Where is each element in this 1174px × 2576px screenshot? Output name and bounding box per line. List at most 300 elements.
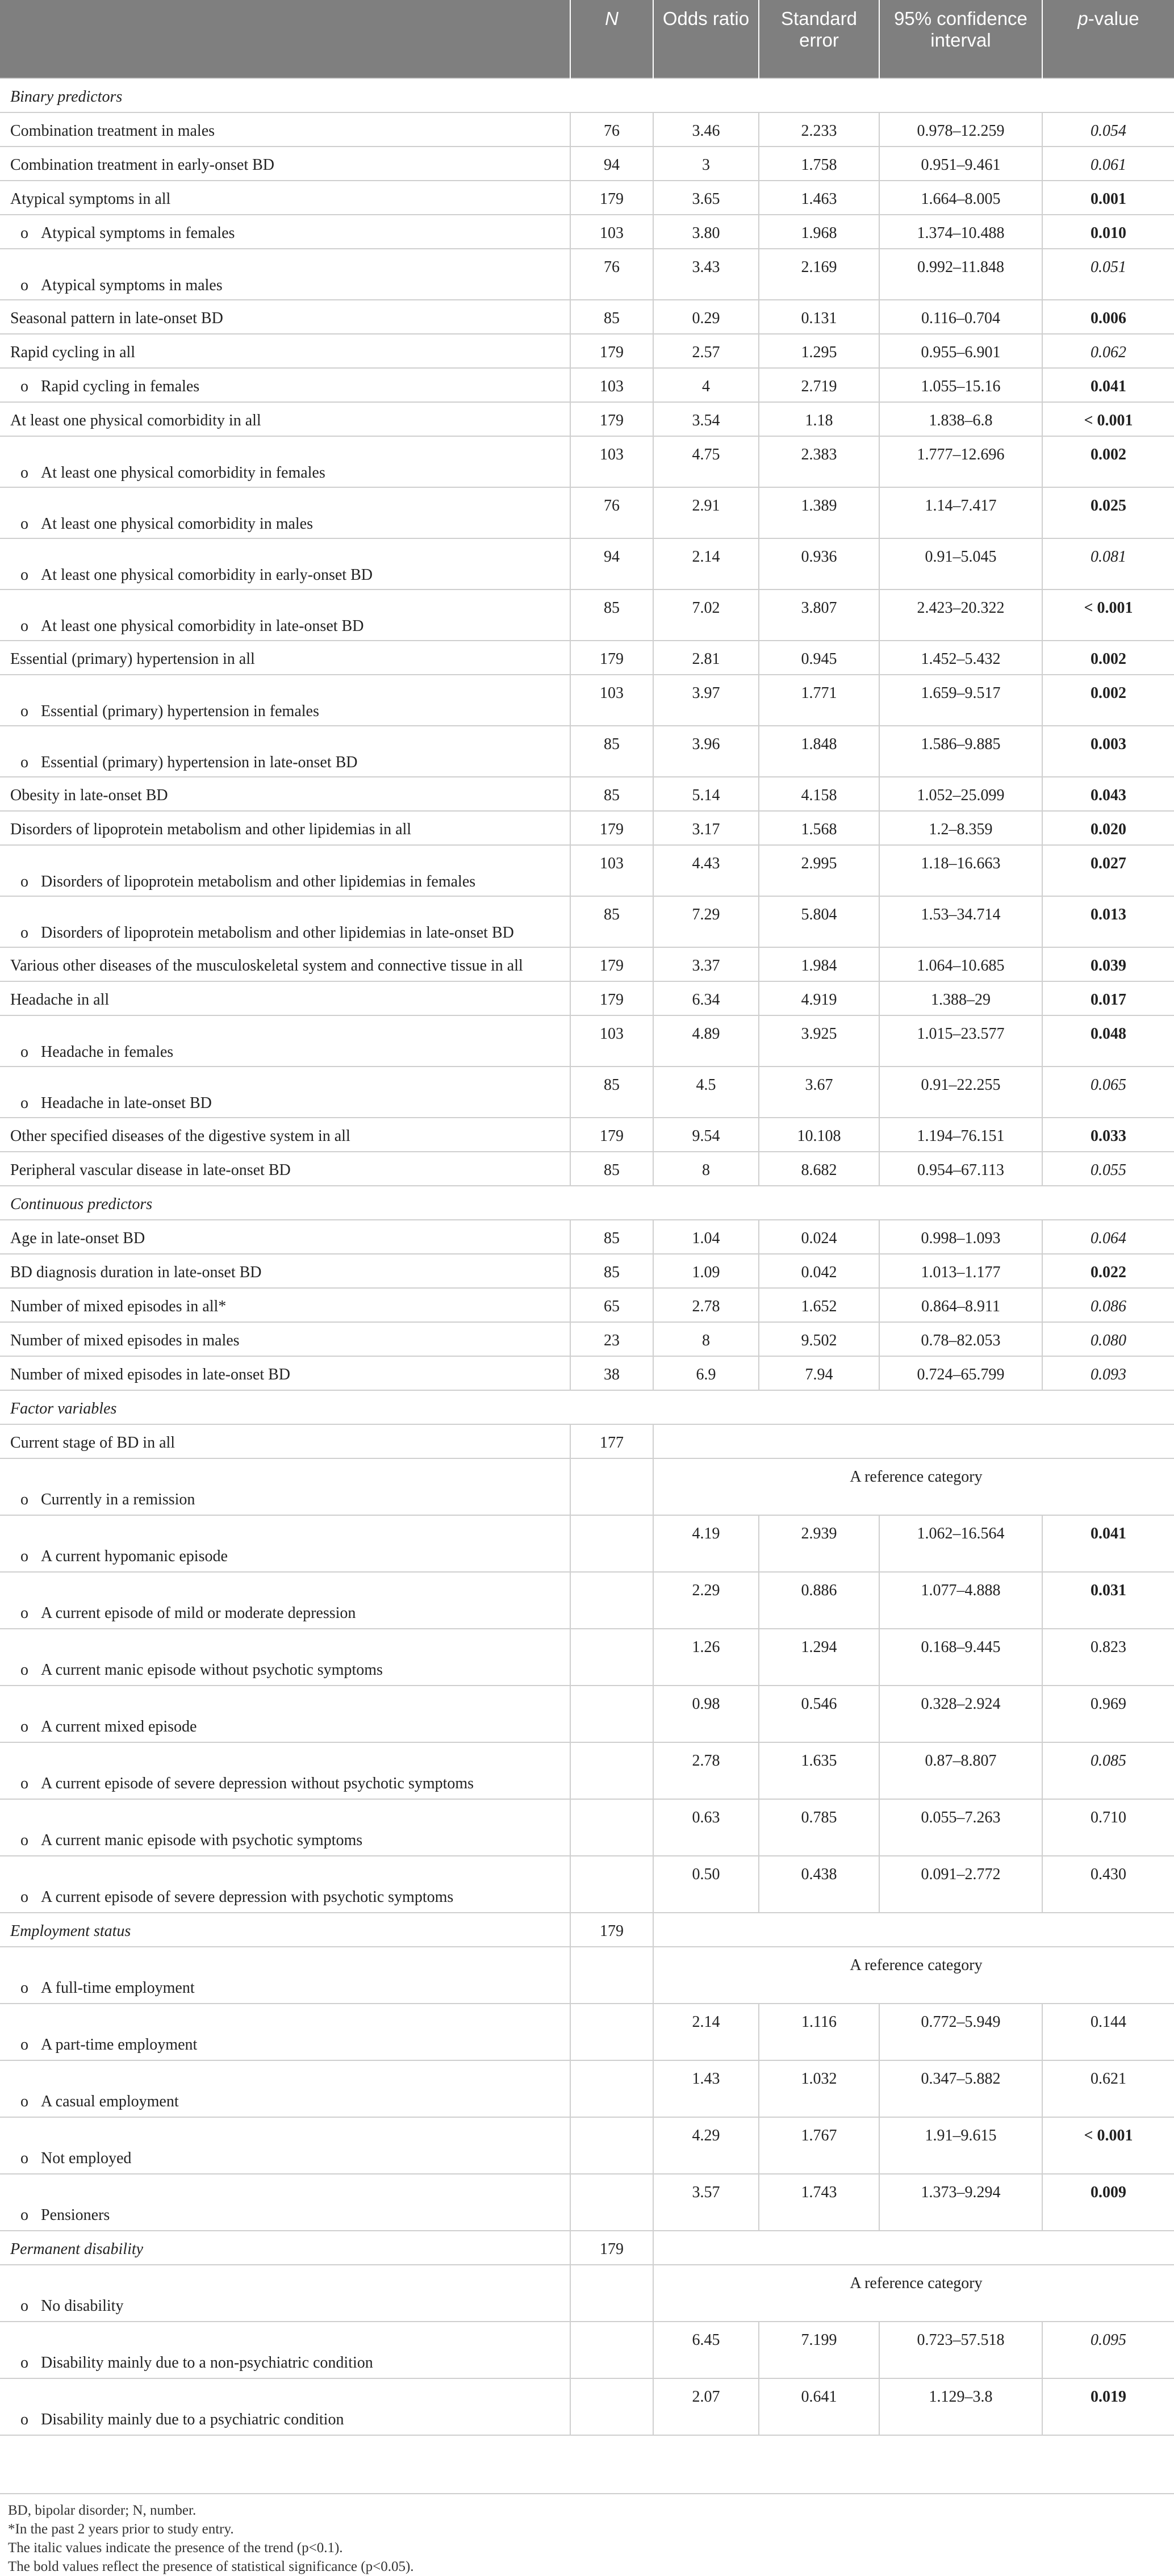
- row-label: [0, 1947, 570, 2004]
- section-title: Factor variables: [0, 1390, 1174, 1424]
- reference-category: A reference category: [653, 1458, 1174, 1515]
- cell-standard-error: 0.438: [759, 1856, 879, 1913]
- table-row: [0, 947, 1174, 981]
- cell-confidence-interval: 1.838–6.8: [879, 402, 1042, 436]
- row-label: [0, 981, 570, 1015]
- table-row: [0, 181, 1174, 215]
- table-row: [0, 1356, 1174, 1390]
- reference-category: A reference category: [653, 2265, 1174, 2322]
- row-label: [0, 1515, 570, 1572]
- row-label-text: o Headache in late-onset BD: [10, 1094, 212, 1112]
- header-standard-error: Standard error: [759, 0, 879, 78]
- cell-odds-ratio: 2.57: [653, 334, 759, 368]
- table-row: [0, 1629, 1174, 1686]
- empty-cell: [653, 1424, 1174, 1458]
- table-row: [0, 112, 1174, 147]
- cell-confidence-interval: 0.87–8.807: [879, 1742, 1042, 1799]
- cell-p-value: 0.003: [1042, 726, 1174, 777]
- cell-odds-ratio: 3.46: [653, 112, 759, 147]
- row-label: [0, 845, 570, 896]
- row-label: [0, 112, 570, 147]
- cell-standard-error: 0.024: [759, 1220, 879, 1254]
- cell-standard-error: 2.995: [759, 845, 879, 896]
- cell-p-value: 0.031: [1042, 1572, 1174, 1629]
- cell-standard-error: 1.848: [759, 726, 879, 777]
- table-row: [0, 981, 1174, 1015]
- cell-n: 94: [570, 147, 653, 181]
- header-p-value: [1042, 0, 1174, 78]
- cell-odds-ratio: 8: [653, 1322, 759, 1356]
- row-label-text: o Essential (primary) hypertension in late-onset BD: [10, 754, 358, 771]
- cell-n: 103: [570, 215, 653, 249]
- cell-odds-ratio: 6.34: [653, 981, 759, 1015]
- row-label: [0, 334, 570, 368]
- row-label-text: o At least one physical comorbidity in early-onset BD: [10, 566, 373, 584]
- table-row: [0, 147, 1174, 181]
- cell-n: 85: [570, 1067, 653, 1118]
- cell-odds-ratio: 0.63: [653, 1799, 759, 1856]
- table-row: [0, 300, 1174, 334]
- row-label: [0, 147, 570, 181]
- cell-standard-error: 1.635: [759, 1742, 879, 1799]
- table-row: [0, 249, 1174, 300]
- cell-p-value: 0.002: [1042, 436, 1174, 487]
- cell-n: 85: [570, 1152, 653, 1186]
- cell-confidence-interval: 0.772–5.949: [879, 2004, 1042, 2060]
- cell-p-value: 0.039: [1042, 947, 1174, 981]
- cell-confidence-interval: 0.91–5.045: [879, 538, 1042, 589]
- cell-p-value: < 0.001: [1042, 589, 1174, 641]
- table-row: [0, 1220, 1174, 1254]
- row-label-text: Age in late-onset BD: [10, 1230, 145, 1247]
- row-label-text: Number of mixed episodes in males: [10, 1332, 240, 1349]
- cell-confidence-interval: 0.091–2.772: [879, 1856, 1042, 1913]
- cell-standard-error: 1.652: [759, 1288, 879, 1322]
- table-row: [0, 436, 1174, 487]
- cell-confidence-interval: 1.374–10.488: [879, 215, 1042, 249]
- cell-odds-ratio: 4.75: [653, 436, 759, 487]
- row-label: [0, 1856, 570, 1913]
- table-row: [0, 1515, 1174, 1572]
- cell-odds-ratio: 7.02: [653, 589, 759, 641]
- table-row: [0, 896, 1174, 947]
- cell-confidence-interval: 2.423–20.322: [879, 589, 1042, 641]
- cell-standard-error: 7.199: [759, 2322, 879, 2378]
- cell-n: 179: [570, 1913, 653, 1947]
- row-label-text: Disorders of lipoprotein metabolism and other lipidemias in all: [10, 821, 412, 838]
- cell-p-value: 0.969: [1042, 1686, 1174, 1742]
- row-label-text: o A part-time employment: [10, 2036, 197, 2054]
- row-label-text: Headache in all: [10, 991, 110, 1009]
- header-n: [570, 0, 653, 78]
- row-label-text: Number of mixed episodes in all*: [10, 1298, 227, 1315]
- cell-p-value: 0.085: [1042, 1742, 1174, 1799]
- table-row: [0, 2004, 1174, 2060]
- cell-standard-error: 1.116: [759, 2004, 879, 2060]
- row-label-text: o Headache in females: [10, 1043, 173, 1061]
- group-row: [0, 2231, 1174, 2265]
- cell-p-value: 0.041: [1042, 1515, 1174, 1572]
- cell-standard-error: 0.641: [759, 2378, 879, 2435]
- cell-confidence-interval: 0.998–1.093: [879, 1220, 1042, 1254]
- row-label-text: Various other diseases of the musculoskeletal system and connective tissue in all: [10, 957, 523, 975]
- row-label: [0, 402, 570, 436]
- footnote-bold: The bold values reflect the presence of statistical significance (p<0.05).: [8, 2559, 414, 2574]
- cell-n: 85: [570, 589, 653, 641]
- row-label-text: o At least one physical comorbidity in males: [10, 515, 313, 533]
- cell-odds-ratio: 2.14: [653, 2004, 759, 2060]
- table-row: [0, 777, 1174, 811]
- cell-n: 23: [570, 1322, 653, 1356]
- cell-p-value: 0.823: [1042, 1629, 1174, 1686]
- cell-confidence-interval: 0.864–8.911: [879, 1288, 1042, 1322]
- cell-p-value: 0.043: [1042, 777, 1174, 811]
- cell-n: 179: [570, 811, 653, 845]
- cell-n: [570, 2060, 653, 2117]
- cell-standard-error: 7.94: [759, 1356, 879, 1390]
- cell-confidence-interval: 0.724–65.799: [879, 1356, 1042, 1390]
- row-label-text: o At least one physical comorbidity in females: [10, 464, 325, 482]
- cell-standard-error: 0.945: [759, 641, 879, 675]
- table-body: [0, 78, 1174, 2435]
- row-label: [0, 1067, 570, 1118]
- cell-p-value: 0.013: [1042, 896, 1174, 947]
- cell-standard-error: 2.233: [759, 112, 879, 147]
- row-label: [0, 1629, 570, 1686]
- cell-standard-error: 1.758: [759, 147, 879, 181]
- cell-standard-error: 2.383: [759, 436, 879, 487]
- cell-n: 38: [570, 1356, 653, 1390]
- cell-confidence-interval: 0.951–9.461: [879, 147, 1042, 181]
- row-label: [0, 1742, 570, 1799]
- row-label-text: o A current manic episode with psychotic symptoms: [10, 1831, 362, 1849]
- cell-n: 76: [570, 112, 653, 147]
- row-label-text: o Atypical symptoms in males: [10, 277, 223, 294]
- row-label-text: o A casual employment: [10, 2093, 179, 2110]
- cell-odds-ratio: 3: [653, 147, 759, 181]
- row-label-text: BD diagnosis duration in late-onset BD: [10, 1264, 262, 1281]
- row-label: [0, 436, 570, 487]
- cell-confidence-interval: 1.91–9.615: [879, 2117, 1042, 2174]
- cell-confidence-interval: 1.194–76.151: [879, 1118, 1042, 1152]
- cell-confidence-interval: 1.388–29: [879, 981, 1042, 1015]
- cell-standard-error: 0.936: [759, 538, 879, 589]
- cell-confidence-interval: 1.373–9.294: [879, 2174, 1042, 2231]
- cell-odds-ratio: 1.26: [653, 1629, 759, 1686]
- cell-p-value: 0.080: [1042, 1322, 1174, 1356]
- cell-n: 103: [570, 845, 653, 896]
- table-row: [0, 2174, 1174, 2231]
- cell-odds-ratio: 0.98: [653, 1686, 759, 1742]
- row-label-text: o Disability mainly due to a psychiatric condition: [10, 2411, 344, 2428]
- cell-n: [570, 2378, 653, 2435]
- cell-n: 103: [570, 368, 653, 402]
- cell-confidence-interval: 0.347–5.882: [879, 2060, 1042, 2117]
- cell-n: [570, 2322, 653, 2378]
- cell-p-value: 0.710: [1042, 1799, 1174, 1856]
- cell-confidence-interval: 1.586–9.885: [879, 726, 1042, 777]
- row-label: [0, 1254, 570, 1288]
- cell-p-value: 0.093: [1042, 1356, 1174, 1390]
- row-label: [0, 675, 570, 726]
- row-label: [0, 300, 570, 334]
- cell-n: 85: [570, 777, 653, 811]
- cell-n: 103: [570, 436, 653, 487]
- cell-confidence-interval: 0.168–9.445: [879, 1629, 1042, 1686]
- cell-p-value: 0.065: [1042, 1067, 1174, 1118]
- section-title: Binary predictors: [0, 78, 1174, 112]
- cell-n: 94: [570, 538, 653, 589]
- footnote-italic: The italic values indicate the presence of the trend (p<0.1).: [8, 2540, 343, 2556]
- cell-confidence-interval: 0.992–11.848: [879, 249, 1042, 300]
- table-row: [0, 1742, 1174, 1799]
- cell-confidence-interval: 0.955–6.901: [879, 334, 1042, 368]
- cell-n: 65: [570, 1288, 653, 1322]
- row-label: [0, 249, 570, 300]
- cell-confidence-interval: 0.723–57.518: [879, 2322, 1042, 2378]
- cell-odds-ratio: 3.57: [653, 2174, 759, 2231]
- cell-standard-error: 5.804: [759, 896, 879, 947]
- cell-odds-ratio: 4.5: [653, 1067, 759, 1118]
- cell-odds-ratio: 5.14: [653, 777, 759, 811]
- table-row: [0, 538, 1174, 589]
- cell-confidence-interval: 1.452–5.432: [879, 641, 1042, 675]
- cell-standard-error: 1.294: [759, 1629, 879, 1686]
- cell-odds-ratio: 1.43: [653, 2060, 759, 2117]
- cell-confidence-interval: 1.064–10.685: [879, 947, 1042, 981]
- cell-confidence-interval: 1.14–7.417: [879, 487, 1042, 538]
- row-label: [0, 1686, 570, 1742]
- table-row: [0, 641, 1174, 675]
- section-row: [0, 1186, 1174, 1220]
- cell-n: [570, 1947, 653, 2004]
- cell-n: 85: [570, 1254, 653, 1288]
- row-label: [0, 589, 570, 641]
- row-label-text: Rapid cycling in all: [10, 344, 136, 361]
- row-label-text: o A current episode of severe depression without psychotic symptoms: [10, 1775, 474, 1792]
- table-row: [0, 1067, 1174, 1118]
- cell-n: 179: [570, 334, 653, 368]
- cell-p-value: 0.022: [1042, 1254, 1174, 1288]
- cell-standard-error: 1.984: [759, 947, 879, 981]
- cell-odds-ratio: 1.04: [653, 1220, 759, 1254]
- table-footnotes: [0, 2493, 1174, 2576]
- cell-n: [570, 1629, 653, 1686]
- cell-n: [570, 1515, 653, 1572]
- cell-n: [570, 2004, 653, 2060]
- row-label-text: o A current manic episode without psychotic symptoms: [10, 1661, 383, 1679]
- row-label-text: o Currently in a remission: [10, 1491, 195, 1508]
- cell-n: 76: [570, 249, 653, 300]
- cell-standard-error: 2.939: [759, 1515, 879, 1572]
- cell-confidence-interval: 0.78–82.053: [879, 1322, 1042, 1356]
- header-p-italic: p: [1077, 8, 1088, 29]
- reference-row: [0, 2265, 1174, 2322]
- cell-odds-ratio: 1.09: [653, 1254, 759, 1288]
- header-p-rest: -value: [1088, 8, 1139, 29]
- cell-p-value: < 0.001: [1042, 402, 1174, 436]
- cell-odds-ratio: 2.78: [653, 1742, 759, 1799]
- cell-confidence-interval: 1.18–16.663: [879, 845, 1042, 896]
- cell-odds-ratio: 4.43: [653, 845, 759, 896]
- table-row: [0, 402, 1174, 436]
- cell-standard-error: 10.108: [759, 1118, 879, 1152]
- cell-n: 103: [570, 675, 653, 726]
- cell-confidence-interval: 0.055–7.263: [879, 1799, 1042, 1856]
- table-row: [0, 215, 1174, 249]
- row-label-text: Other specified diseases of the digestive system in all: [10, 1127, 350, 1145]
- row-label-text: o Disorders of lipoprotein metabolism and other lipidemias in late-onset BD: [10, 924, 514, 942]
- row-label-text: o Rapid cycling in females: [10, 378, 199, 395]
- cell-odds-ratio: 4.89: [653, 1015, 759, 1067]
- row-label: [0, 2004, 570, 2060]
- row-label-text: Combination treatment in early-onset BD: [10, 156, 275, 174]
- table-row: [0, 1015, 1174, 1067]
- row-label: [0, 896, 570, 947]
- cell-p-value: 0.054: [1042, 112, 1174, 147]
- cell-n: [570, 1686, 653, 1742]
- cell-standard-error: 1.771: [759, 675, 879, 726]
- cell-p-value: 0.081: [1042, 538, 1174, 589]
- cell-confidence-interval: 1.062–16.564: [879, 1515, 1042, 1572]
- cell-n: [570, 2174, 653, 2231]
- footnote-asterisk: *In the past 2 years prior to study entry.: [8, 2521, 234, 2537]
- table-row: [0, 675, 1174, 726]
- table-row: [0, 334, 1174, 368]
- header-label: [0, 0, 570, 78]
- header-row: [0, 0, 1174, 78]
- table-row: [0, 1322, 1174, 1356]
- cell-n: 76: [570, 487, 653, 538]
- cell-standard-error: 1.18: [759, 402, 879, 436]
- row-label-text: o Disorders of lipoprotein metabolism and other lipidemias in females: [10, 873, 475, 890]
- row-label: [0, 181, 570, 215]
- cell-confidence-interval: 1.659–9.517: [879, 675, 1042, 726]
- cell-odds-ratio: 4.29: [653, 2117, 759, 2174]
- reference-category: A reference category: [653, 1947, 1174, 2004]
- cell-standard-error: 3.67: [759, 1067, 879, 1118]
- cell-p-value: 0.006: [1042, 300, 1174, 334]
- table-row: [0, 2117, 1174, 2174]
- cell-odds-ratio: 3.17: [653, 811, 759, 845]
- group-label: Employment status: [0, 1913, 570, 1947]
- cell-p-value: 0.010: [1042, 215, 1174, 249]
- cell-p-value: 0.051: [1042, 249, 1174, 300]
- reference-row: [0, 1947, 1174, 2004]
- row-label: [0, 1152, 570, 1186]
- cell-confidence-interval: 1.052–25.099: [879, 777, 1042, 811]
- row-label: [0, 1572, 570, 1629]
- empty-cell: [653, 2231, 1174, 2265]
- cell-n: 85: [570, 726, 653, 777]
- row-label: [0, 2322, 570, 2378]
- cell-n: [570, 2117, 653, 2174]
- cell-n: 177: [570, 1424, 653, 1458]
- cell-p-value: 0.144: [1042, 2004, 1174, 2060]
- cell-confidence-interval: 1.077–4.888: [879, 1572, 1042, 1629]
- section-row: [0, 1390, 1174, 1424]
- cell-n: 179: [570, 181, 653, 215]
- cell-n: [570, 1572, 653, 1629]
- cell-n: [570, 1458, 653, 1515]
- cell-n: 179: [570, 1118, 653, 1152]
- cell-standard-error: 0.546: [759, 1686, 879, 1742]
- cell-odds-ratio: 3.43: [653, 249, 759, 300]
- empty-cell: [653, 1913, 1174, 1947]
- cell-odds-ratio: 6.45: [653, 2322, 759, 2378]
- cell-odds-ratio: 3.96: [653, 726, 759, 777]
- row-label-text: Obesity in late-onset BD: [10, 787, 168, 804]
- row-label-text: o Essential (primary) hypertension in females: [10, 702, 319, 720]
- cell-n: [570, 1856, 653, 1913]
- cell-standard-error: 0.886: [759, 1572, 879, 1629]
- cell-p-value: 0.041: [1042, 368, 1174, 402]
- cell-odds-ratio: 4: [653, 368, 759, 402]
- cell-n: 85: [570, 896, 653, 947]
- row-label-text: Peripheral vascular disease in late-onset BD: [10, 1161, 291, 1179]
- cell-n: [570, 2265, 653, 2322]
- cell-standard-error: 2.169: [759, 249, 879, 300]
- row-label: [0, 1118, 570, 1152]
- row-label: [0, 811, 570, 845]
- cell-n: 179: [570, 402, 653, 436]
- cell-standard-error: 1.568: [759, 811, 879, 845]
- cell-odds-ratio: 6.9: [653, 1356, 759, 1390]
- table-row: [0, 2378, 1174, 2435]
- cell-confidence-interval: 1.777–12.696: [879, 436, 1042, 487]
- cell-odds-ratio: 9.54: [653, 1118, 759, 1152]
- cell-confidence-interval: 0.328–2.924: [879, 1686, 1042, 1742]
- table-row: [0, 1254, 1174, 1288]
- row-label: [0, 215, 570, 249]
- row-label: [0, 777, 570, 811]
- cell-p-value: 0.025: [1042, 487, 1174, 538]
- cell-odds-ratio: 3.65: [653, 181, 759, 215]
- cell-odds-ratio: 3.97: [653, 675, 759, 726]
- cell-p-value: < 0.001: [1042, 2117, 1174, 2174]
- cell-n: 179: [570, 947, 653, 981]
- cell-n: 85: [570, 1220, 653, 1254]
- row-label: [0, 726, 570, 777]
- cell-confidence-interval: 0.116–0.704: [879, 300, 1042, 334]
- cell-p-value: 0.009: [1042, 2174, 1174, 2231]
- group-row: [0, 1424, 1174, 1458]
- cell-p-value: 0.430: [1042, 1856, 1174, 1913]
- row-label: [0, 538, 570, 589]
- table-row: [0, 487, 1174, 538]
- cell-n: 179: [570, 641, 653, 675]
- cell-standard-error: 1.743: [759, 2174, 879, 2231]
- cell-n: 85: [570, 300, 653, 334]
- cell-odds-ratio: 3.80: [653, 215, 759, 249]
- cell-standard-error: 1.968: [759, 215, 879, 249]
- cell-standard-error: 0.131: [759, 300, 879, 334]
- cell-confidence-interval: 0.978–12.259: [879, 112, 1042, 147]
- table-row: [0, 1799, 1174, 1856]
- cell-confidence-interval: 1.664–8.005: [879, 181, 1042, 215]
- cell-p-value: 0.095: [1042, 2322, 1174, 2378]
- cell-odds-ratio: 7.29: [653, 896, 759, 947]
- row-label-text: Combination treatment in males: [10, 122, 215, 140]
- row-label-text: o A current mixed episode: [10, 1718, 197, 1736]
- row-label-text: o Pensioners: [10, 2206, 110, 2224]
- row-label-text: o A full-time employment: [10, 1979, 195, 1997]
- cell-p-value: 0.020: [1042, 811, 1174, 845]
- reference-row: [0, 1458, 1174, 1515]
- cell-confidence-interval: 1.129–3.8: [879, 2378, 1042, 2435]
- cell-n: 103: [570, 1015, 653, 1067]
- cell-confidence-interval: 1.055–15.16: [879, 368, 1042, 402]
